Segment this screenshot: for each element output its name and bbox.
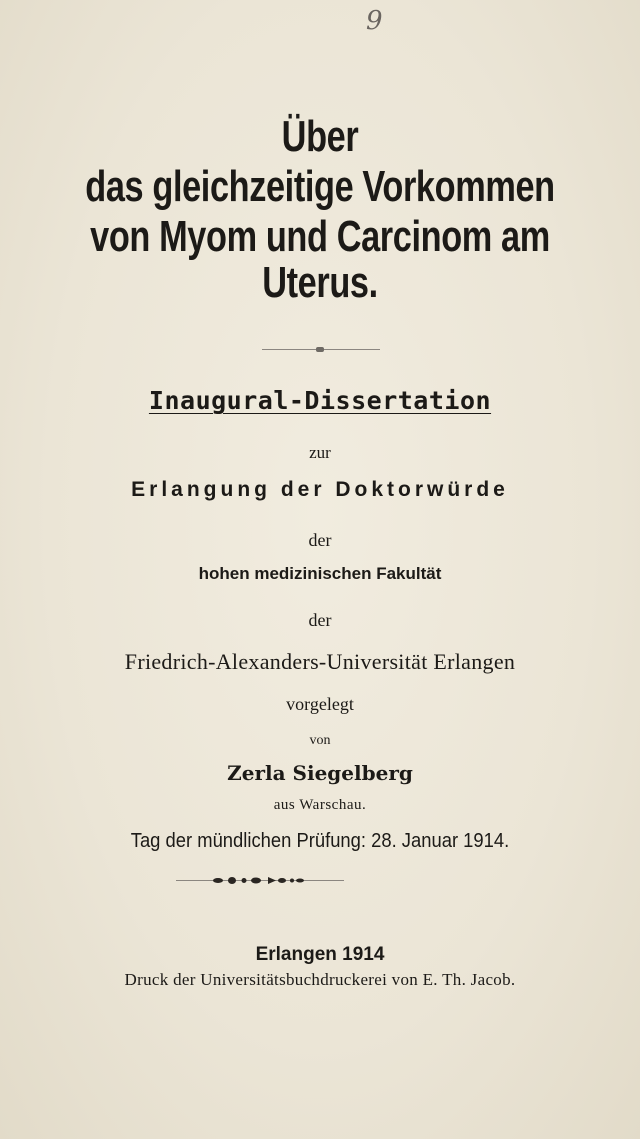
text-erlangung: Erlangung der Doktorwürde	[131, 478, 509, 501]
dissertation-heading: Inaugural-Dissertation	[148, 386, 492, 415]
exam-date: Tag der mündlichen Prüfung: 28. Januar 1914.	[130, 830, 510, 852]
imprint-printer: Druck der Universitätsbuchdruckerei von E. Th. Jacob.	[124, 970, 516, 989]
text-vorgelegt: vorgelegt	[286, 694, 354, 714]
text-der-1: der	[308, 530, 332, 550]
title-line-3: von Myom und Carcinom am	[90, 212, 550, 261]
text-fakultaet: hohen medizinischen Fakultät	[198, 564, 442, 583]
ornament-icon	[210, 876, 306, 885]
imprint-place-year: Erlangen 1914	[255, 944, 385, 965]
text-universitaet: Friedrich-Alexanders-Universität Erlangen	[124, 649, 516, 674]
author-origin: aus Warschau.	[273, 797, 367, 813]
author-name: Zerla Siegelberg	[227, 761, 413, 785]
text-zur: zur	[309, 443, 331, 462]
title-line-1: Über	[281, 112, 359, 161]
divider-dot	[316, 347, 324, 352]
text-von: von	[309, 733, 331, 748]
divider-rule-top	[262, 349, 380, 350]
page-number-mark: 9	[366, 6, 383, 36]
title-line-2: das gleichzeitige Vorkommen	[85, 162, 555, 211]
title-line-4: Uterus.	[262, 258, 378, 307]
text-der-2: der	[308, 610, 332, 630]
